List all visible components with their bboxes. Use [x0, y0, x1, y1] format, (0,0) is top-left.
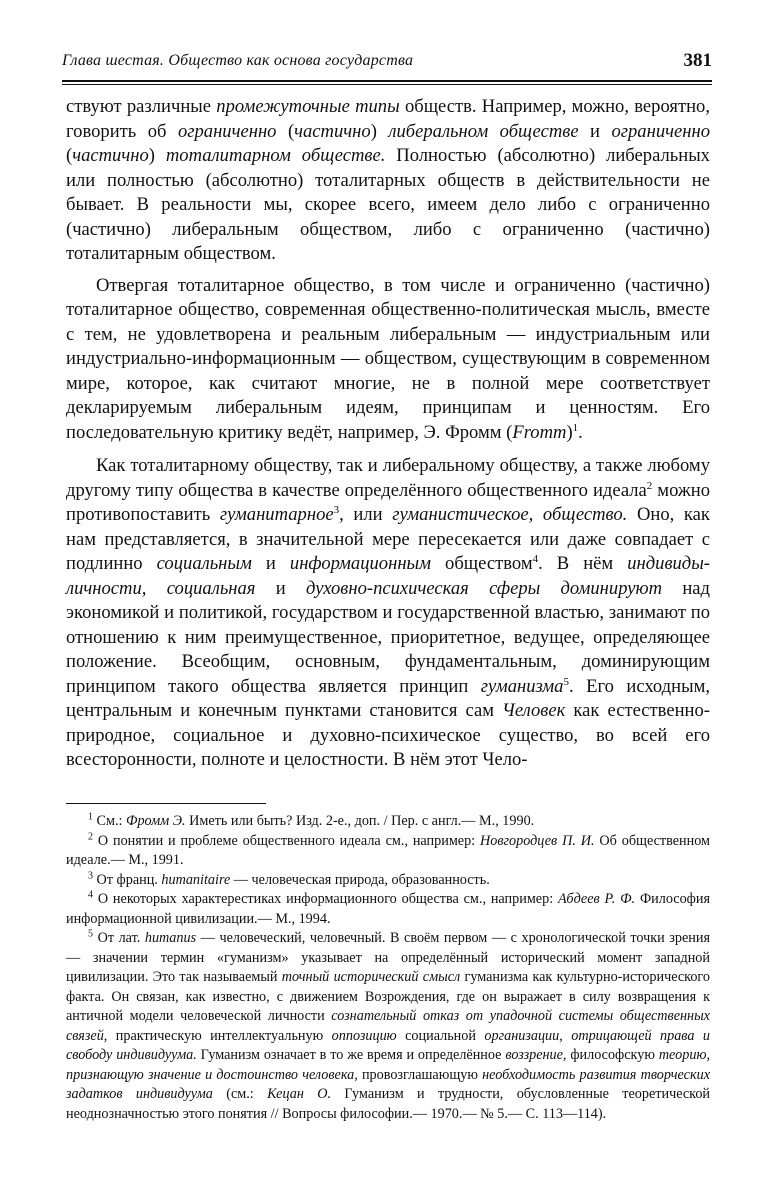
footnote-1 [66, 812, 710, 832]
footnote-2 [66, 832, 710, 871]
footnote-ref: 2 [88, 830, 93, 842]
text-run: и [578, 120, 612, 142]
main-text [66, 95, 710, 773]
running-header [62, 40, 712, 76]
text-run: . Его исходным, центральным и конечным пунктами становится сам [66, 675, 710, 721]
text-run: Гуманизм означает в то же время и определённое [196, 1047, 506, 1063]
footnote-ref: 4 [532, 552, 539, 565]
paragraph-3 [66, 454, 710, 773]
text-run: гуманизма как культурно-исторического факта. Он связан, как известно, с движением Возрождения, где он выражает в силу возвращения к античной модели человеческой личности [66, 969, 710, 1024]
footnote-3 [66, 871, 710, 891]
text-run: Отвергая тоталитарное общество, в том числе и ограниченно (частично) тоталитарное общество, современная общественно-политическая мысль, вместе с тем, не удовлетворена и реальным либеральным — индустриальным или индустриально-информационным — обществом, существующим в современном мире, которое, как считают многие, не в полной мере соответствует декларируемым либеральным идеям, принципам и ценностям. Его последовательную критику ведёт, например, Э. Фромм ( [66, 274, 710, 443]
text-run: От франц. [93, 871, 162, 888]
running-title: Глава шестая. Общество как основа государства [62, 52, 414, 69]
paragraph-1 [66, 95, 710, 267]
text-run: Гуманизм и трудности, обусловленные теоретической неоднозначностью этого понятия // Вопросы философии.— 1970.— № 5.— С. 113—114). [66, 1086, 711, 1122]
text-run: обществ. Например, можно, вероятно, говорить об [66, 96, 710, 142]
text-run: Оно, как нам представляется, в значительной мере пересекается или даже совпадает с подлинно [66, 504, 710, 574]
text-run: Об общественном идеале.— М., 1991. [66, 832, 711, 868]
emphasis: Фромм Э. [126, 813, 186, 829]
footnote-ref: 2 [646, 479, 653, 492]
emphasis: частично [294, 120, 371, 142]
text-run: и [251, 553, 290, 574]
emphasis: либеральном обществе [388, 120, 579, 142]
emphasis: humanitaire [161, 871, 231, 888]
emphasis: промежуточные типы [216, 96, 400, 117]
emphasis: воззрение, [505, 1047, 567, 1063]
footnotes [66, 812, 710, 1124]
emphasis: необходимость развития творческих задатков индивидуума [66, 1066, 710, 1102]
footnote-ref: 1 [572, 421, 579, 434]
footnote-5 [66, 929, 710, 1124]
emphasis: индивиды-личности, социальная [66, 553, 711, 599]
text-run: ) [566, 421, 573, 443]
footnote-separator [66, 803, 266, 804]
emphasis: ограниченно [177, 120, 277, 142]
emphasis: ограниченно [611, 120, 710, 142]
text-run: ) [370, 120, 389, 142]
footnote-ref: 1 [88, 811, 93, 823]
footnote-ref: 3 [333, 503, 340, 516]
emphasis: Человек [502, 700, 566, 721]
text-run: практическую интеллектуальную [107, 1027, 332, 1044]
text-run: Как тоталитарному обществу, так и либеральному обществу, а также любому другому типу общества в качестве определённого общественного идеала [66, 455, 710, 501]
emphasis: Новгородцев П. И. [480, 832, 595, 849]
page-number: 381 [683, 50, 712, 71]
footnote-ref: 4 [88, 889, 93, 901]
emphasis: точный исторический смысл [281, 969, 461, 985]
emphasis: гуманистическое, общество. [392, 504, 628, 525]
text-run: . В нём [538, 553, 628, 574]
text-run: ( [276, 120, 295, 142]
footnote-ref: 5 [88, 928, 93, 940]
footnote-ref: 3 [88, 869, 93, 881]
emphasis: организации, отрицающей права и свободу индивидуума. [66, 1027, 711, 1063]
footnote-4 [66, 890, 710, 929]
text-run: ствуют различные [66, 96, 217, 117]
emphasis: духовно-психическая сферы доминируют [306, 577, 663, 599]
text-run: . [578, 421, 583, 443]
emphasis: humanus [144, 930, 197, 946]
emphasis: сознательный отказ от упадочной системы общественных связей, [66, 1008, 710, 1044]
emphasis: Кецан О. [267, 1086, 332, 1102]
emphasis: теорию, признающую значение и достоинство человека, [66, 1047, 710, 1083]
text-run: От лат. [93, 930, 145, 946]
text-run: ( [66, 145, 73, 166]
emphasis: гуманитарное [219, 504, 334, 525]
text-run: — человеческий, человечный. В своём первом — с хронологической точки зрения — значении термин «гуманизм» указывает на определённый исторический момент западной цивилизации. Это так называемый [66, 930, 710, 985]
emphasis: информационным [289, 553, 432, 574]
text-run: провозглашающую [357, 1066, 483, 1083]
text-run: (см.: [212, 1086, 268, 1102]
text-run: социальной [396, 1027, 485, 1044]
emphasis: тоталитарном обществе. [165, 145, 386, 166]
text-run: Иметь или быть? Изд. 2-е., доп. / Пер. с англ.— М., 1990. [185, 813, 535, 829]
footnote-ref: 5 [563, 675, 569, 688]
emphasis: частично [72, 145, 149, 166]
header-rule-thin [62, 84, 712, 85]
text-run: ) [148, 145, 166, 166]
text-run: — человеческая природа, образованность. [230, 871, 490, 888]
text-run: О некоторых характерестиках информационного общества см., например: [93, 891, 558, 907]
text-run: О понятии и проблеме общественного идеала см., например: [93, 832, 480, 849]
header-rule-thick [62, 80, 712, 82]
text-run: как естественно-природное, социальное и духовно-психическое существо, во всей его всесторонности, полноте и целостности. В нём этот Чело- [66, 700, 710, 770]
text-run: Философия информационной цивилизации.— М., 1994. [66, 891, 710, 927]
text-run: над экономикой и политикой, государством и государственной властью, занимают по отношению к ним преимущественное, приоритетное, ведущее, определяющее положение. Всеобщим, основным, фундаментальным, доминирующим принципом такого общества является принцип [66, 577, 711, 697]
text-run: и [255, 577, 307, 599]
text-run: См.: [93, 813, 127, 829]
paragraph-2 [66, 274, 710, 446]
emphasis: гуманизма [480, 675, 564, 697]
text-run: , или [339, 504, 393, 525]
emphasis: Абдеев Р. Ф. [557, 891, 636, 907]
emphasis: Fromm [512, 421, 567, 443]
text-run: Полностью (абсолютно) либеральных или полностью (абсолютно) тоталитарных обществ в действительности не бывает. В реальности мы, скорее всего, имеем дело либо с ограниченно (частично) либеральным обществом, либо с ограниченно (частично) тоталитарным обществом. [66, 145, 710, 264]
emphasis: социальным [156, 553, 252, 574]
text-run: можно противопоставить [66, 479, 711, 525]
text-run: обществом [431, 553, 533, 574]
text-run: философскую [566, 1047, 659, 1063]
emphasis: оппозицию [331, 1027, 397, 1044]
